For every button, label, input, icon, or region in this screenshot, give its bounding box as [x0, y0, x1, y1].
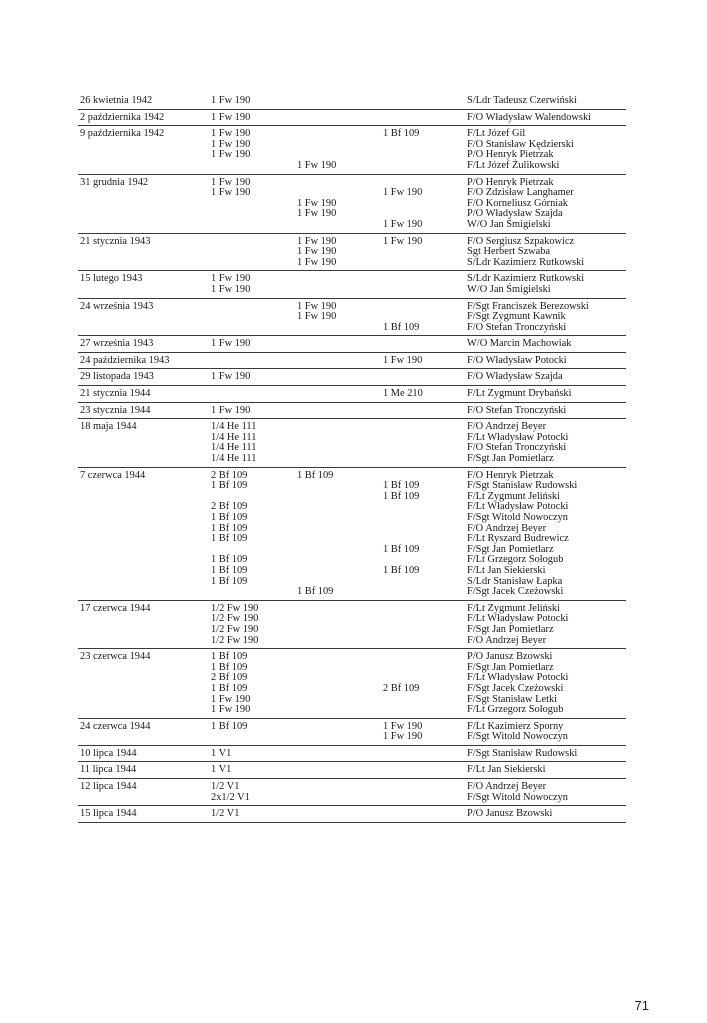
destroyed-cell: 1 Bf 109 — [211, 564, 248, 576]
pilot-cell: F/O Władysław Potocki — [467, 354, 567, 366]
pilot-cell: F/Sgt Witold Nowoczyn — [467, 512, 568, 523]
destroyed-cell: 1 V1 — [211, 747, 232, 759]
date-cell: 23 czerwca 1944 — [80, 651, 151, 663]
shared-cell: 1 Fw 190 — [297, 197, 337, 209]
destroyed-cell: 1 V1 — [211, 764, 232, 776]
shared-cell: 1 Fw 190 — [297, 235, 337, 247]
pilot-cell: F/Sgt Jan Pomietlarz — [467, 453, 554, 465]
pilot-cell: W/O Jan Śmigielski — [467, 283, 551, 295]
pilot-cell: F/Lt Jan Siekierski — [467, 764, 546, 776]
pilot-cell: F/Sgt Stanisław Rudowski — [467, 747, 578, 759]
destroyed-cell: 1 Fw 190 — [211, 693, 251, 705]
date-cell: 27 września 1943 — [80, 338, 154, 350]
table-row — [78, 806, 626, 823]
pilot-cell: F/Lt Władysław Potocki — [467, 672, 569, 684]
table-row — [78, 234, 626, 272]
table-row — [78, 746, 626, 763]
table-row-line — [78, 809, 626, 820]
table-row-line — [78, 406, 626, 417]
probable-cell: 1 Bf 109 — [383, 480, 420, 492]
table-row — [78, 336, 626, 353]
date-cell: 18 maja 1944 — [80, 421, 137, 433]
table-row-line — [78, 749, 626, 760]
probable-cell: 1 Bf 109 — [383, 490, 420, 502]
pilot-cell: S/Ldr Stanisław Łapka — [467, 575, 563, 587]
date-cell: 7 czerwca 1944 — [80, 469, 146, 481]
pilot-cell: F/O Władysław Szajda — [467, 371, 563, 383]
pilot-cell: F/Lt Władysław Potocki — [467, 431, 569, 443]
pilot-cell: S/Ldr Kazimierz Rutkowski — [467, 273, 585, 285]
shared-cell: 1 Fw 190 — [297, 208, 337, 220]
table-row-line — [78, 389, 626, 400]
pilot-cell: F/O Sergiusz Szpakowicz — [467, 235, 575, 247]
destroyed-cell: 1 Fw 190 — [211, 371, 251, 383]
pilot-cell: F/O Władysław Walendowski — [467, 111, 592, 123]
destroyed-cell: 1 Fw 190 — [211, 111, 251, 123]
pilot-cell: F/Lt Józef Gil — [467, 128, 526, 140]
table-row — [78, 126, 626, 174]
pilot-cell: S/Ldr Tadeusz Czerwiński — [467, 95, 577, 106]
destroyed-cell: 1 Fw 190 — [211, 273, 251, 285]
destroyed-cell: 1 Fw 190 — [211, 187, 251, 199]
destroyed-cell: 1 Bf 109 — [211, 720, 248, 732]
destroyed-cell: 1 Bf 109 — [211, 533, 248, 545]
pilot-cell: F/Lt Ryszard Budrewicz — [467, 533, 569, 545]
pilot-cell: F/O Stefan Tronczyński — [467, 321, 567, 333]
destroyed-cell: 1/4 He 111 — [211, 431, 257, 443]
table-row-line — [78, 793, 626, 804]
table-row — [78, 649, 626, 719]
table-row-line — [78, 339, 626, 350]
probable-cell: 1 Fw 190 — [383, 218, 423, 230]
pilot-cell: F/Sgt Franciszek Berezowski — [467, 300, 589, 312]
date-cell: 24 września 1943 — [80, 300, 154, 312]
pilot-cell: F/Lt Grzegorz Sołogub — [467, 554, 564, 566]
pilot-cell: F/Sgt Stanisław Rudowski — [467, 480, 578, 492]
pilot-cell: F/Sgt Jacek Czeżowski — [467, 586, 564, 598]
pilot-cell: F/O Andrzej Beyer — [467, 634, 547, 646]
victories-table — [78, 93, 626, 823]
table-row-line — [78, 323, 626, 334]
table-row — [78, 468, 626, 601]
pilot-cell: F/Sgt Witold Nowoczyn — [467, 791, 568, 803]
date-cell: 24 października 1943 — [80, 354, 170, 366]
probable-cell: 1 Me 210 — [383, 388, 423, 400]
shared-cell: 1 Bf 109 — [297, 469, 334, 481]
pilot-cell: F/O Korneliusz Górniak — [467, 197, 569, 209]
date-cell: 23 stycznia 1944 — [80, 404, 151, 416]
table-row — [78, 419, 626, 467]
pilot-cell: F/Sgt Jan Pomietlarz — [467, 543, 554, 555]
pilot-cell: F/Sgt Zygmunt Kawnik — [467, 311, 566, 323]
probable-cell: 1 Fw 190 — [383, 187, 423, 199]
pilot-cell: F/Lt Zygmunt Jeliński — [467, 602, 560, 614]
destroyed-cell: 2 Bf 109 — [211, 501, 248, 513]
destroyed-cell: 1 Fw 190 — [211, 95, 251, 106]
table-row — [78, 110, 626, 127]
shared-cell: 1 Fw 190 — [297, 256, 337, 268]
table-row — [78, 271, 626, 298]
table-row-line — [78, 765, 626, 776]
pilot-cell: F/Lt Jan Siekierski — [467, 564, 546, 576]
destroyed-cell: 1/2 V1 — [211, 808, 240, 820]
pilot-cell: F/O Stanisław Kędzierski — [467, 138, 574, 150]
shared-cell: 1 Bf 109 — [297, 586, 334, 598]
table-row — [78, 175, 626, 234]
table-row — [78, 369, 626, 386]
date-cell: 29 listopada 1943 — [80, 371, 154, 383]
pilot-cell: P/O Janusz Bzowski — [467, 808, 553, 820]
destroyed-cell: 1/2 V1 — [211, 781, 240, 793]
pilot-cell: P/O Władysław Szajda — [467, 208, 563, 220]
pilot-cell: P/O Henryk Pietrzak — [467, 149, 554, 161]
date-cell: 21 stycznia 1944 — [80, 388, 151, 400]
date-cell: 26 kwietnia 1942 — [80, 95, 153, 106]
probable-cell: 2 Bf 109 — [383, 682, 420, 694]
probable-cell: 1 Bf 109 — [383, 128, 420, 140]
date-cell: 24 czerwca 1944 — [80, 720, 151, 732]
table-row — [78, 762, 626, 779]
destroyed-cell: 1 Fw 190 — [211, 404, 251, 416]
table-row-line — [78, 258, 626, 269]
table-row-line — [78, 285, 626, 296]
table-row-line — [78, 356, 626, 367]
date-cell: 31 grudnia 1942 — [80, 176, 149, 188]
destroyed-cell: 1 Bf 109 — [211, 480, 248, 492]
table-row — [78, 93, 626, 110]
table-row — [78, 353, 626, 370]
destroyed-cell: 1/4 He 111 — [211, 453, 257, 465]
pilot-cell: F/Lt Władysław Potocki — [467, 613, 569, 625]
pilot-cell: F/Sgt Jan Pomietlarz — [467, 661, 554, 673]
table-row-line — [78, 220, 626, 231]
pilot-cell: F/O Henryk Pietrzak — [467, 469, 554, 481]
table-row-line — [78, 161, 626, 172]
destroyed-cell: 1 Bf 109 — [211, 522, 248, 534]
date-cell: 12 lipca 1944 — [80, 781, 137, 793]
pilot-cell: S/Ldr Kazimierz Rutkowski — [467, 256, 585, 268]
table-row-line — [78, 566, 626, 577]
probable-cell: 1 Fw 190 — [383, 354, 423, 366]
destroyed-cell: 1/4 He 111 — [211, 421, 257, 433]
pilot-cell: F/Lt Grzegorz Sołogub — [467, 704, 564, 716]
shared-cell: 1 Fw 190 — [297, 300, 337, 312]
shared-cell: 1 Fw 190 — [297, 311, 337, 323]
date-cell: 15 lipca 1944 — [80, 808, 137, 820]
table-row — [78, 601, 626, 649]
table-row-line — [78, 372, 626, 383]
destroyed-cell: 1 Fw 190 — [211, 283, 251, 295]
shared-cell: 1 Fw 190 — [297, 246, 337, 258]
probable-cell: 1 Fw 190 — [383, 235, 423, 247]
date-cell: 10 lipca 1944 — [80, 747, 137, 759]
date-cell: 2 października 1942 — [80, 111, 165, 123]
pilot-cell: F/Lt Zygmunt Drybański — [467, 388, 572, 400]
table-row — [78, 299, 626, 337]
pilot-cell: P/O Henryk Pietrzak — [467, 176, 554, 188]
table-row-line — [78, 454, 626, 465]
pilot-cell: F/O Stefan Tronczyński — [467, 442, 567, 454]
destroyed-cell: 1 Bf 109 — [211, 651, 248, 663]
destroyed-cell: 1 Fw 190 — [211, 138, 251, 150]
destroyed-cell: 1 Bf 109 — [211, 661, 248, 673]
probable-cell: 1 Bf 109 — [383, 321, 420, 333]
pilot-cell: F/Lt Józef Żulikowski — [467, 159, 560, 171]
destroyed-cell: 1/4 He 111 — [211, 442, 257, 454]
destroyed-cell: 1/2 Fw 190 — [211, 623, 259, 635]
destroyed-cell: 2 Bf 109 — [211, 672, 248, 684]
destroyed-cell: 1 Bf 109 — [211, 575, 248, 587]
table-row — [78, 403, 626, 420]
table-row-line — [78, 113, 626, 124]
destroyed-cell: 1 Fw 190 — [211, 176, 251, 188]
probable-cell: 1 Bf 109 — [383, 543, 420, 555]
destroyed-cell: 1 Fw 190 — [211, 149, 251, 161]
date-cell: 17 czerwca 1944 — [80, 602, 151, 614]
table-row-line — [78, 636, 626, 647]
pilot-cell: F/O Andrzej Beyer — [467, 522, 547, 534]
destroyed-cell: 1 Fw 190 — [211, 128, 251, 140]
table-row-line — [78, 705, 626, 716]
shared-cell: 1 Fw 190 — [297, 159, 337, 171]
pilot-cell: F/O Stefan Tronczyński — [467, 404, 567, 416]
destroyed-cell: 1/2 Fw 190 — [211, 634, 259, 646]
table-row-line — [78, 684, 626, 695]
table-row — [78, 719, 626, 746]
pilot-cell: F/O Andrzej Beyer — [467, 421, 547, 433]
destroyed-cell: 2 Bf 109 — [211, 469, 248, 481]
pilot-cell: Sgt Herbert Szwaba — [467, 246, 551, 258]
pilot-cell: W/O Jan Śmigielski — [467, 218, 551, 230]
table-row-line — [78, 732, 626, 743]
table-row — [78, 386, 626, 403]
destroyed-cell: 1 Fw 190 — [211, 704, 251, 716]
page-number: 71 — [634, 998, 649, 1013]
probable-cell: 1 Fw 190 — [383, 720, 423, 732]
date-cell: 9 października 1942 — [80, 128, 165, 140]
pilot-cell: F/Sgt Jacek Czeżowski — [467, 682, 564, 694]
destroyed-cell: 1 Bf 109 — [211, 682, 248, 694]
destroyed-cell: 1 Bf 109 — [211, 512, 248, 523]
pilot-cell: F/Lt Zygmunt Jeliński — [467, 490, 560, 502]
pilot-cell: W/O Marcin Machowiak — [467, 338, 572, 350]
date-cell: 11 lipca 1944 — [80, 764, 137, 776]
probable-cell: 1 Bf 109 — [383, 564, 420, 576]
destroyed-cell: 2x1/2 V1 — [211, 791, 250, 803]
destroyed-cell: 1/2 Fw 190 — [211, 602, 259, 614]
pilot-cell: F/Lt Władysław Potocki — [467, 501, 569, 513]
destroyed-cell: 1 Bf 109 — [211, 554, 248, 566]
pilot-cell: F/O Andrzej Beyer — [467, 781, 547, 793]
destroyed-cell: 1 Fw 190 — [211, 338, 251, 350]
pilot-cell: P/O Janusz Bzowski — [467, 651, 553, 663]
table-row — [78, 779, 626, 806]
probable-cell: 1 Fw 190 — [383, 731, 423, 743]
destroyed-cell: 1/2 Fw 190 — [211, 613, 259, 625]
table-row-line — [78, 625, 626, 636]
date-cell: 15 lutego 1943 — [80, 273, 143, 285]
pilot-cell: F/Lt Kazimierz Sporny — [467, 720, 564, 732]
table-row-line — [78, 513, 626, 524]
table-row-line — [78, 587, 626, 598]
pilot-cell: F/Sgt Jan Pomietlarz — [467, 623, 554, 635]
date-cell: 21 stycznia 1943 — [80, 235, 151, 247]
pilot-cell: F/Sgt Stanisław Letki — [467, 693, 558, 705]
pilot-cell: F/O Zdzisław Langhamer — [467, 187, 574, 199]
table-row-line — [78, 96, 626, 107]
pilot-cell: F/Sgt Witold Nowoczyn — [467, 731, 568, 743]
